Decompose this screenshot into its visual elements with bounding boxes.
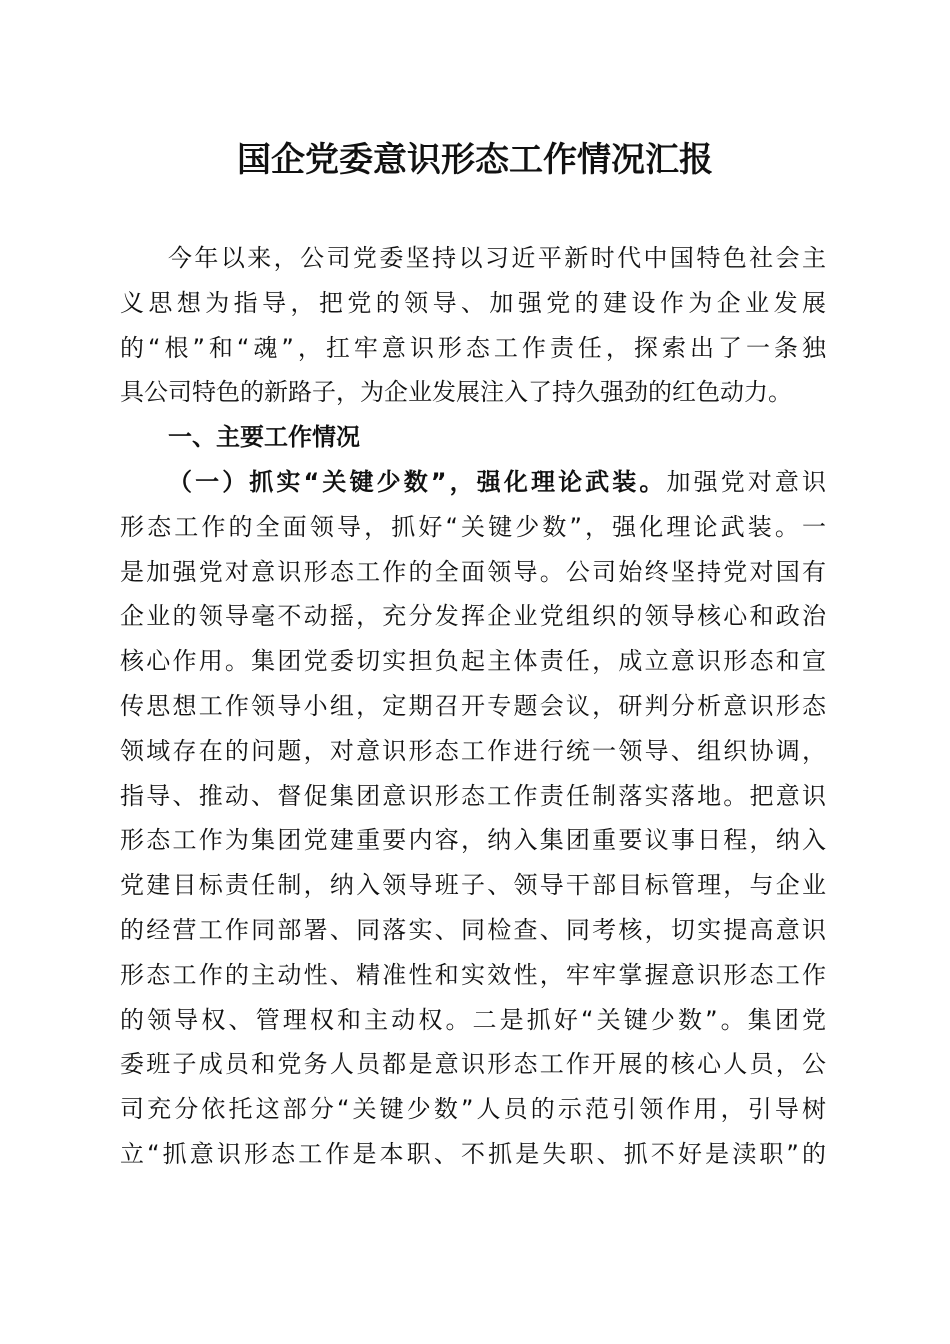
document-title: 国企党委意识形态工作情况汇报: [237, 140, 713, 180]
paragraph-line: 形态工作的主动性、精准性和实效性，牢牢掌握意识形态工作: [120, 960, 826, 989]
paragraph-line: 传思想工作领导小组，定期召开专题会议，研判分析意识形态: [120, 691, 826, 720]
paragraph-line-first: [120, 460, 826, 505]
paragraph-line: 领域存在的问题，对意识形态工作进行统一领导、组织协调，: [120, 736, 826, 765]
paragraph-line: 立“抓意识形态工作是本职、不抓是失职、抓不好是渎职”的: [120, 1139, 826, 1168]
paragraph-line: 今年以来，公司党委坚持以习近平新时代中国特色社会主: [168, 244, 826, 272]
paragraph-line: 形态工作为集团党建重要内容，纳入集团重要议事日程，纳入: [120, 826, 826, 855]
subsection-paragraph: [120, 460, 826, 1177]
paragraph-line: 形态工作的全面领导，抓好“关键少数”，强化理论武装。一: [120, 512, 826, 541]
section-heading-block: [120, 415, 826, 460]
paragraph-line: 是加强党对意识形态工作的全面领导。公司始终坚持党对国有: [120, 557, 826, 586]
paragraph-line: 核心作用。集团党委切实担负起主体责任，成立意识形态和宣: [120, 647, 826, 676]
paragraph-line: 的经营工作同部署、同落实、同检查、同考核，切实提高意识: [120, 915, 826, 944]
paragraph-line: 委班子成员和党务人员都是意识形态工作开展的核心人员，公: [120, 1050, 826, 1079]
paragraph-line: 司充分依托这部分“关键少数”人员的示范引领作用，引导树: [120, 1095, 826, 1124]
section-heading: 一、主要工作情况: [168, 423, 360, 451]
paragraph-line: 的领导权、管理权和主动权。二是抓好“关键少数”。集团党: [120, 1005, 826, 1034]
paragraph-line: 指导、推动、督促集团意识形态工作责任制落实落地。把意识: [120, 781, 826, 810]
intro-paragraph: [120, 236, 826, 415]
paragraph-line: 党建目标责任制，纳入领导班子、领导干部目标管理，与企业: [120, 871, 826, 900]
paragraph-line: 具公司特色的新路子，为企业发展注入了持久强劲的红色动力。: [120, 378, 792, 407]
paragraph-line: 企业的领导毫不动摇，充分发挥企业党组织的领导核心和政治: [120, 602, 826, 631]
paragraph-line-rest: 加强党对意识: [666, 468, 826, 496]
paragraph-line: 义思想为指导，把党的领导、加强党的建设作为企业发展: [120, 288, 826, 317]
subsection-lead: （一）抓实“关键少数”，强化理论武装。: [168, 468, 667, 496]
paragraph-line: 的“根”和“魂”，扛牢意识形态工作责任，探索出了一条独: [120, 333, 826, 362]
